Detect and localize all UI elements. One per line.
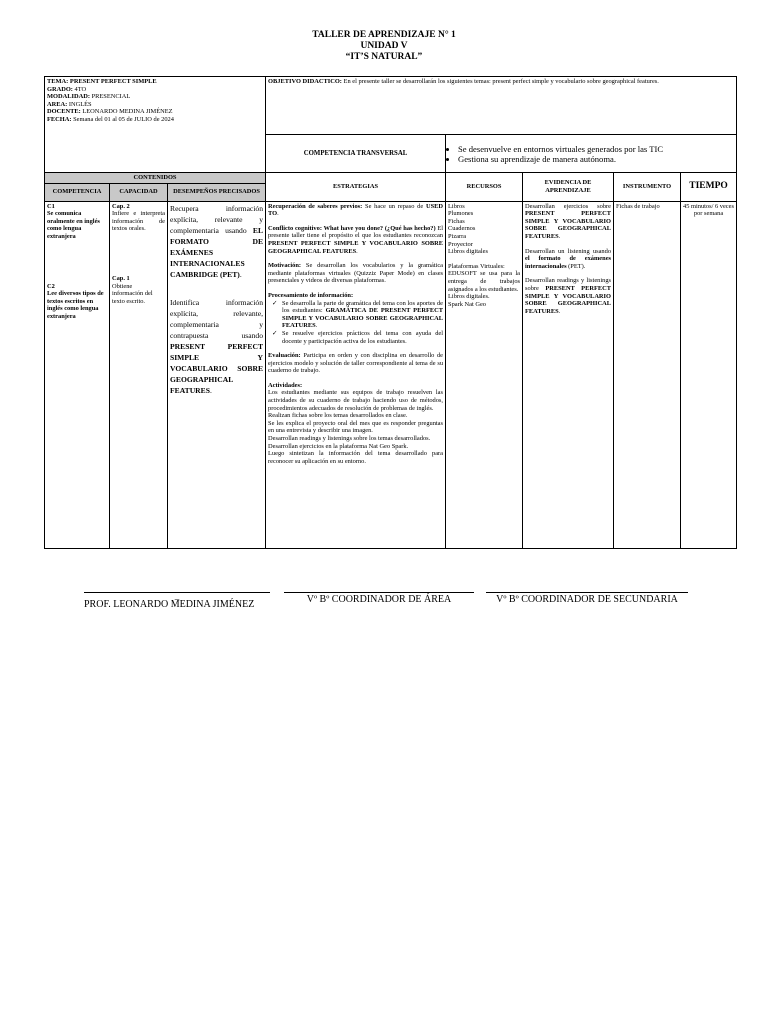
competencia-text: Se comunica oralmente en inglés como lengua extranjera [47,210,100,240]
recursos-cell: Libros Plumones Fichas Cuadernos Pizarra Proyector Libros digitales Plataformas Virtuales: EDUSOFT se usa para la entrega de trabajos asignados a los estudiantes. Libros digitales. Spark Nat Geo [446,201,523,548]
recurso-item: Libros digitales. [448,293,490,301]
general-info-cell: TEMA: PRESENT PERFECT SIMPLE GRADO: 4TO MODALIDAD: PRESENCIAL AREA: INGLÉS DOCENTE: LEONARDO MEDINA JIMÉNEZ FECHA: Semana del 01 al 05 de JULIO de 2024 [45,77,266,173]
recurso-item: Libros [448,202,465,210]
actividad-item: Se les explica el proyecto oral del mes que es responder preguntas en una entrevista y describir una imagen. [268,419,444,435]
evidencia-header: EVIDENCIA DE APRENDIZAJE [523,173,614,202]
firma-secundaria: Vº Bº COORDINADOR DE SECUNDARIA [486,592,688,606]
docente-value: LEONARDO MEDINA JIMÉNEZ [82,108,173,116]
tiempo-cell: 45 minutos/ 6 veces por semana [681,201,737,548]
desempeno-item: Identifica información explícita, relevante, complementaria y contrapuesta usando PRESENT PERFECT SIMPLE Y VOCABULARIO SOBRE GEOGRAPHICAL FEATURES. [170,297,264,395]
capacidad-header: CAPACIDAD [110,183,168,201]
desempenos-header: DESEMPEÑOS PRECISADOS [168,183,266,201]
competencia-transversal-item: • Gestiona su aprendizaje de manera autónoma. [458,154,734,164]
firma-profesor: _ PROF. LEONARDO MEDINA JIMÉNEZ [84,592,270,611]
recurso-item: Fichas [448,217,465,225]
area-value: INGLÉS [68,100,92,108]
competencia-header: COMPETENCIA [45,183,110,201]
actividad-item: Luego sintetizan la información del tema desarrollado para reconocer su aplicación en su entorno. [268,450,444,465]
fecha-value: Semana del 01 al 05 de JULIO de 2024 [73,115,174,123]
procesamiento-item: ✓ Se resuelve ejercicios prácticos del tema con ayuda del docente y participación activa de los estudiantes. [282,330,443,345]
objetivo-text: En el presente taller se desarrollarán los siguientes temas: present perfect simple y vocabulario sobre geographical features. [343,78,659,85]
modalidad-value: PRESENCIAL [91,93,131,101]
firma-profesor-text: PROF. LEONARDO MEDINA JIMÉNEZ [84,599,255,610]
competencias-transversales [446,135,737,173]
taller-title: TALLER DE APRENDIZAJE N° 1 [312,30,456,40]
recurso-item: Spark Nat Geo [448,300,486,308]
recurso-item: Cuadernos [448,225,476,233]
contenidos-header: CONTENIDOS [45,173,266,184]
instrumento-header: INSTRUMENTO [614,173,681,202]
planning-table [44,76,737,549]
recurso-item: Plumones [448,210,474,218]
grado-value: 4TO [74,85,87,93]
objetivo-cell: OBJETIVO DIDACTICO: En el presente taller se desarrollarán los siguientes temas: present perfect simple y vocabulario sobre geographical features. [266,77,737,135]
unit-name: “IT’S NATURAL” [345,52,423,62]
tiempo-header: TIEMPO [681,173,737,202]
firma-area: Vº Bº COORDINADOR DE ÁREA [284,592,474,606]
tema-value: PRESENT PERFECT SIMPLE [69,78,157,85]
evidencia-cell: Desarrollan ejercicios sobre PRESENT PERFECT SIMPLE Y VOCABULARIO SOBRE GEOGRAPHICAL FEATURES. Desarrollan un listening usando el formato de exámenes internacionales (PET). Desarrollan readings y listenings sobre PRESENT PERFECT SIMPLE Y VOCABULARIO SOBRE GEOGRAPHICAL FEATURES. [523,201,614,548]
competencias-cell: C1 Se comunica oralmente en inglés como lengua extranjera C2 Lee diversos tipos de textos escritos en inglés como lengua extranjera [45,201,110,548]
instrumento-cell: Fichas de trabajo [614,201,681,548]
recursos-header: RECURSOS [446,173,523,202]
capacidad-text: Obtiene información del texto escrito. [112,282,153,305]
competencia-transversal-item: • Se desenvuelve en entornos virtuales generados por las TIC [458,144,734,154]
procesamiento-item: ✓ Se desarrolla la parte de gramática del tema con los aportes de los estudiantes: GRAMÁTICA DE PRESENT PERFECT SIMPLE Y VOCABULARIO SOBRE GEOGRAPHICAL FEATURES. [282,300,443,330]
contenidos-row [45,173,737,184]
document-header [0,30,768,63]
actividad-item: Realizan fichas sobre los temas desarrollados en clase. [268,412,408,420]
desempenos-cell [168,201,266,548]
content-row [45,201,737,548]
capacidades-cell: Cap. 2 Infiere e interpreta información de textos orales. Cap. 1 Obtiene información del texto escrito. [110,201,168,548]
estrategias-header: ESTRATEGIAS [266,173,446,202]
desempeno-item: Recupera información explícita, relevante y complementaria usando EL FORMATO DE EXÁMENES INTERNACIONALES CAMBRIDGE (PET). [170,203,264,279]
unidad-title: UNIDAD V [360,41,408,51]
estrategias-cell: Recuperación de saberes previos: Se hace un repaso de USED TO. Conflicto cognitivo: What have you done? (¿Qué has hecho?) El presente taller tiene el propósito el que los estudiantes reconozcan PRESENT PERFECT SIMPLE Y VOCABULARIO SOBRE GEOGRAPHICAL FEATURES. Motivación: Se desarrollan los vocabularios y la gramática mediante plataformas virtuales (Quizziz Paper Mode) en clases presenciales y videos de diversas plataformas. Procesamiento de información: ✓ Se desarrolla la parte de gramática del tema con los aportes de los estudiantes: GRAMÁTICA DE PRESENT PERFECT SIMPLE Y VOCABULARIO SOBRE GEOGRAPHICAL FEATURES. ✓ Se resuelve ejercicios prácticos del tema con ayuda del docente y participación activa de los estudiantes. Evaluación: Participa en orden y con disciplina en desarrollo de ejercicios modelo y solución de taller correspondiente al tema de su cuaderno de trabajo. Actividades: Los estudiantes mediante sus equipos de trabajo resuelven las actividades de su cuaderno de trabajo haciendo uso de métodos, procedimientos adecuados de resolución de problemas de inglés. Realizan fichas sobre los temas desarrollados en clase. Se les explica el proyecto oral del mes que es responder preguntas en una entrevista y describir una imagen. Desarrollan readings y listenings sobre los temas desarrollados. Desarrollan ejercicios en la plataforma Nat Geo Spark. Luego sintetizan la información del tema desarrollado para reconocer su aplicación en su entorno. [266,201,446,548]
actividad-item: Los estudiantes mediante sus equipos de trabajo resuelven las actividades de su cuaderno de trabajo haciendo uso de métodos, procedimientos adecuados de resolución de problemas de inglés. [268,389,444,412]
recurso-item: Proyector [448,240,473,248]
capacidad-text: Infiere e interpreta información de textos orales. [112,210,165,233]
recurso-item: Pizarra [448,232,467,240]
competencia-text: Lee diversos tipos de textos escritos en inglés como lengua extranjera [47,290,104,320]
actividad-item: Desarrollan readings y listenings sobre los temas desarrollados. [268,435,431,443]
recurso-item: Libros digitales [448,248,488,256]
competencia-transversal-label: COMPETENCIA TRANSVERSAL [266,135,446,173]
actividad-item: Desarrollan ejercicios en la plataforma Nat Geo Spark. [268,442,409,450]
info-row-1 [45,77,737,135]
